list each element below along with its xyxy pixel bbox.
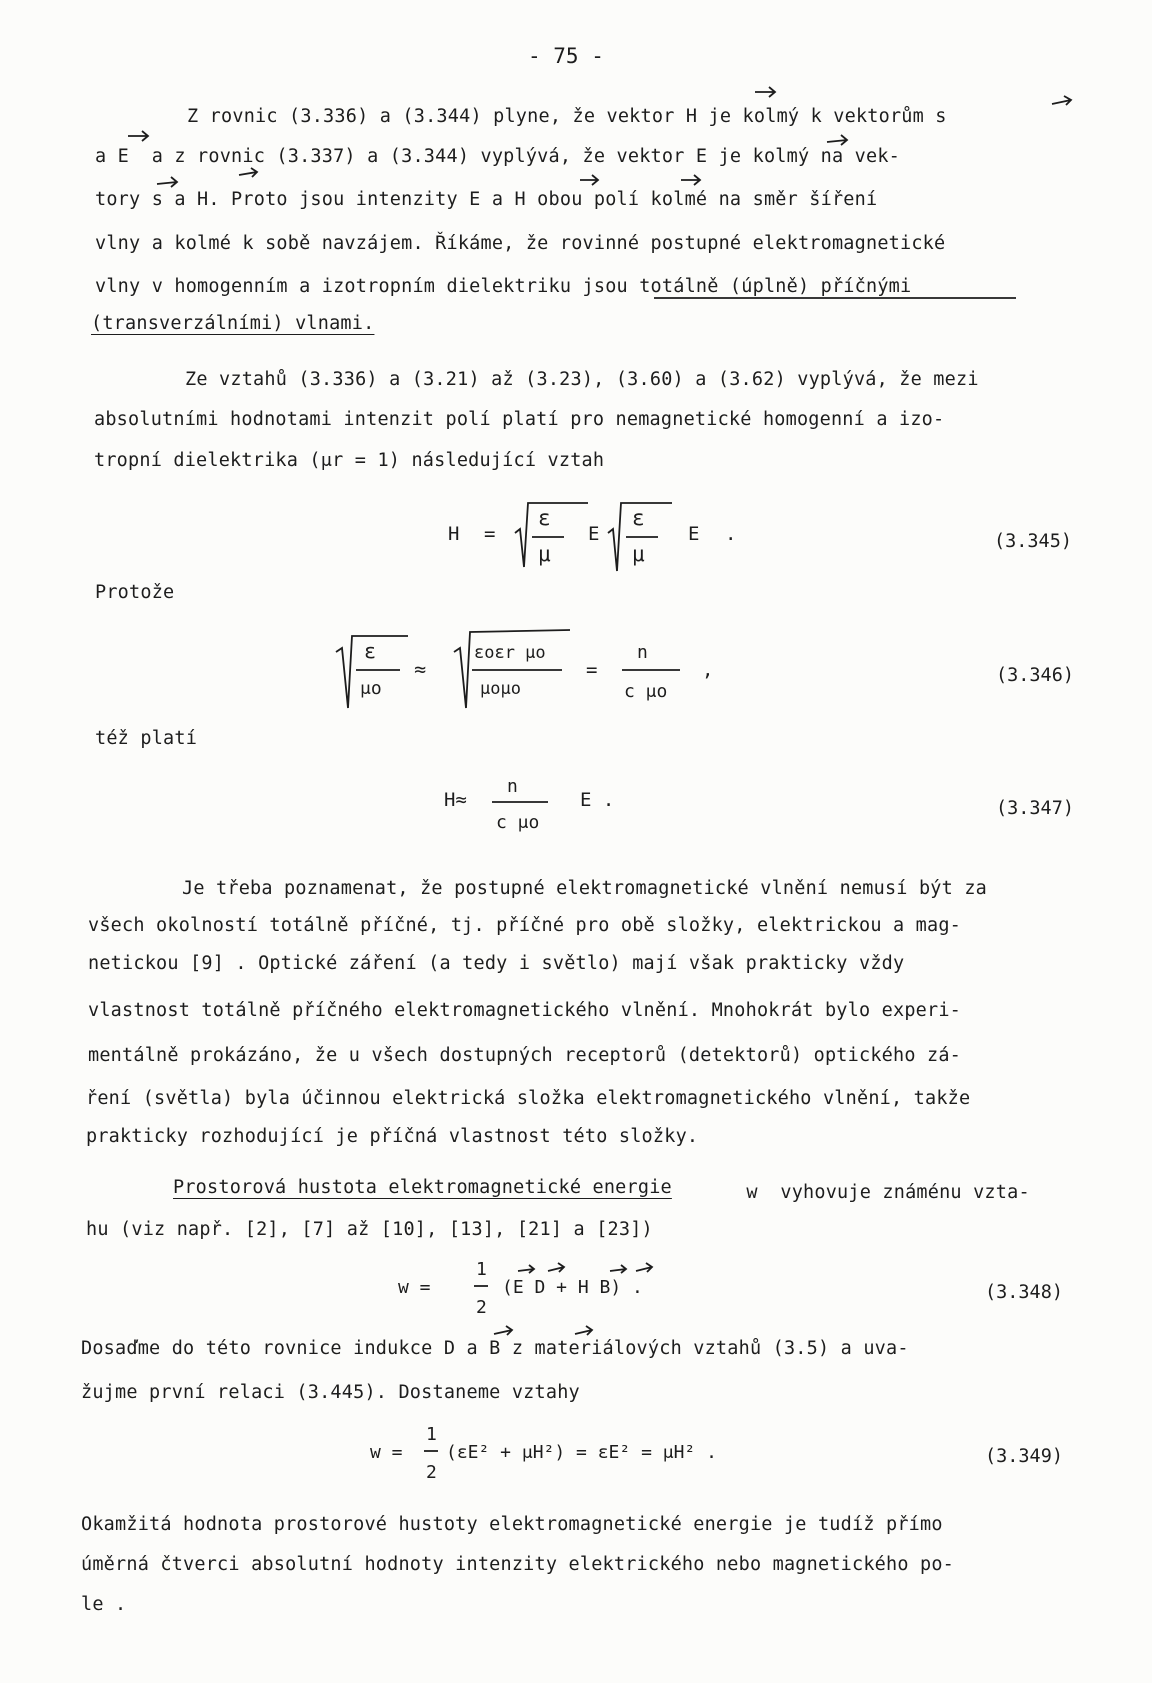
p4-heading-underlined: Prostorová hustota elektromagnetické energie xyxy=(173,1177,672,1198)
eq349-num: 1 xyxy=(426,1424,437,1445)
eq346-number: (3.346) xyxy=(996,665,1074,686)
vector-arrows-p1 xyxy=(0,0,1152,400)
p2-line-2: absolutními hodnotami intenzit polí platí pro nemagnetické homogenní a izo- xyxy=(94,409,945,430)
eq346-c-den: c μo xyxy=(624,681,668,702)
equation-3-349 xyxy=(360,1420,820,1490)
eq348-number: (3.348) xyxy=(985,1282,1063,1303)
vector-arrows-p5 xyxy=(0,1320,1152,1360)
eq345-lhs: H xyxy=(448,523,460,545)
p2-line-3: tropní dielektrika (μr = 1) následující vztah xyxy=(94,450,605,471)
p5-line-1: Dosaďme do této rovnice indukce D a B z materiálových vztahů (3.5) a uva- xyxy=(81,1338,909,1359)
svg-text:.: . xyxy=(725,523,737,545)
eq347-num: n xyxy=(507,776,518,797)
p3-line-4: vlastnost totálně příčného elektromagnetického vlnění. Mnohokrát bylo experi- xyxy=(88,1000,962,1021)
p1-line-4: vlny a kolmé k sobě navzájem. Říkáme, že rovinné postupné elektromagnetické xyxy=(95,233,946,254)
p3-line-1: Je třeba poznamenat, že postupné elektromagnetické vlnění nemusí být za xyxy=(182,878,987,899)
eq348-lhs: w = xyxy=(398,1277,431,1298)
equation-3-348 xyxy=(390,1255,730,1325)
p1-line-1: Z rovnic (3.336) a (3.344) plyne, že vektor H je kolmý k vektorům s xyxy=(187,106,947,127)
eq345-number: (3.345) xyxy=(994,531,1072,552)
p3-line-6: ření (světla) byla účinnou elektrická složka elektromagnetického vlnění, takže xyxy=(86,1088,971,1109)
eq348-den: 2 xyxy=(476,1297,487,1318)
eq346-c-num: n xyxy=(637,642,648,663)
eq346-comma: , xyxy=(702,659,714,681)
eq349-number: (3.349) xyxy=(985,1446,1063,1467)
eq346-a-den: μo xyxy=(360,678,382,699)
eq346-b-den: μoμo xyxy=(480,679,521,699)
eq347-number: (3.347) xyxy=(996,798,1074,819)
p6-line-2: úměrná čtverci absolutní hodnoty intenzity elektrického nebo magnetického po- xyxy=(81,1554,955,1575)
eq348-rhs: (E D + H B) . xyxy=(502,1277,643,1298)
eq346-a-num: ε xyxy=(364,639,377,663)
eq349-lhs: w = xyxy=(370,1442,403,1463)
eq349-rhs: (εE² + μH²) = εE² = μH² . xyxy=(446,1442,717,1463)
p3-line-2: všech okolností totálně příčné, tj. příčné pro obě složky, elektrickou a mag- xyxy=(88,915,962,936)
protoze-label: Protože xyxy=(95,582,175,603)
eq345-e1: E xyxy=(588,523,600,545)
eq345-num1: ε xyxy=(538,506,551,530)
eq345-den1: μ xyxy=(538,542,551,566)
p2-line-1: Ze vztahů (3.336) a (3.21) až (3.23), (3.60) a (3.62) vyplývá, že mezi xyxy=(185,369,979,390)
svg-text:=: = xyxy=(484,523,496,545)
p1-line-6: (transverzálními) vlnami. xyxy=(91,313,375,334)
eq346-b-num: εoεr μo xyxy=(474,643,546,663)
equation-3-345 xyxy=(440,495,740,575)
p1-line-5: vlny v homogenním a izotropním dielektriku jsou totálně (úplně) příčnými xyxy=(95,276,912,297)
p3-line-5: mentálně prokázáno, že u všech dostupných receptorů (detektorů) optického zá- xyxy=(88,1045,962,1066)
eq348-num: 1 xyxy=(476,1259,487,1280)
equation-3-346 xyxy=(330,622,730,717)
eq347-lhs: H≈ xyxy=(444,789,467,811)
p1-line-2: a E a z rovnic (3.337) a (3.344) vyplývá, že vektor E je kolmý na vek- xyxy=(95,146,900,167)
eq345-e2: E xyxy=(688,523,700,545)
eq347-den: c μo xyxy=(496,812,540,833)
p3-line-3: netickou [9] . Optické záření (a tedy i světlo) mají však prakticky vždy xyxy=(88,953,905,974)
p6-line-1: Okamžitá hodnota prostorové hustoty elektromagnetické energie je tudíž přímo xyxy=(81,1514,943,1535)
tez-plati-label: též platí xyxy=(95,728,198,749)
p4-line-1: w vyhovuje známénu vzta- xyxy=(735,1182,1030,1203)
eq346-eq: = xyxy=(586,659,598,681)
eq349-den: 2 xyxy=(426,1462,437,1483)
equation-3-347 xyxy=(440,772,670,842)
eq347-rhs: E . xyxy=(580,789,615,811)
page-number: - 75 - xyxy=(528,44,604,68)
p4-line-2: hu (viz např. [2], [7] až [10], [13], [21] a [23]) xyxy=(86,1219,653,1240)
p3-line-7: prakticky rozhodující je příčná vlastnost této složky. xyxy=(86,1126,699,1147)
p5-line-2: žujme první relaci (3.445). Dostaneme vztahy xyxy=(81,1382,580,1403)
eq345-den2: μ xyxy=(632,542,645,566)
eq346-approx: ≈ xyxy=(414,657,427,681)
eq345-num2: ε xyxy=(632,506,645,530)
p1-line-3: tory s a H. Proto jsou intenzity E a H obou polí kolmé na směr šíření xyxy=(95,189,878,210)
p6-line-3: le . xyxy=(81,1594,127,1615)
